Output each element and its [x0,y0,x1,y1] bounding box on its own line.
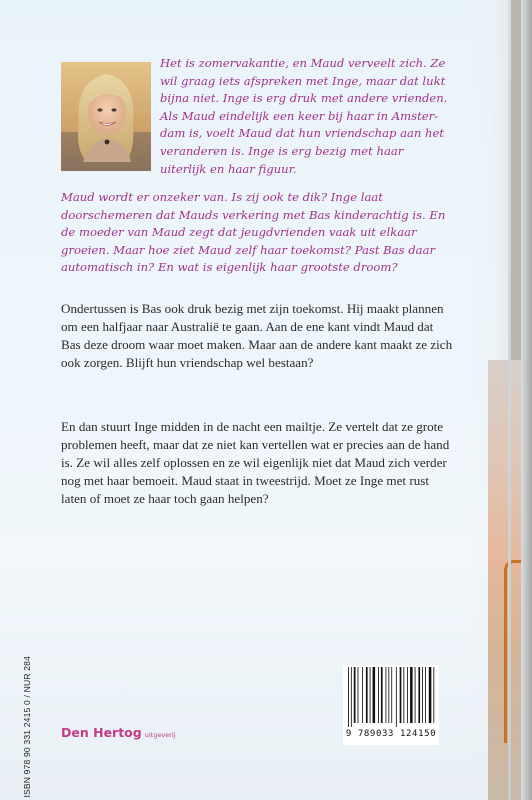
barcode-bar [403,667,404,723]
barcode-bar [358,667,359,723]
barcode-bar [348,667,349,727]
barcode-bar [415,667,416,723]
barcode-bar [351,667,352,727]
cover-edge [508,0,511,800]
barcode-bar [410,667,413,723]
barcode-bar [378,667,379,723]
girl-portrait-photo [61,62,151,171]
chair-rail-detail [504,560,521,743]
barcode-bar [386,667,387,723]
publisher-logo [61,722,175,741]
barcode-bar [429,667,432,723]
barcode-bar [388,667,389,723]
body-paragraph-1: Ondertussen is Bas ook druk bezig met zijn toekomst. Hij maakt plannen om een halfjaar naar Australië te gaan. Aan de ene kant vindt Maud dat Bas deze droom waar moet maken. Maar aan de andere kant maakt ze zich ook zorgen. Blijft hun vriendschap wel bestaan? [61,301,453,370]
barcode-bar [354,667,356,723]
barcode-bar [381,667,383,723]
barcode-bar [362,667,363,723]
intro-italic-text-continued: Maud wordt er onzeker van. Is zij ook te dik? Inge laat doorschemeren dat Mauds verkering met Bas kinderachtig is. En de moeder van Maud zegt dat jeugdvrienden vaak uit elkaar groeien. Maar hoe ziet Maud zelf haar toekomst? Past Bas daar automatisch in? En wat is eigenlijk haar grootste droom? [61,190,446,275]
barcode-bar [396,667,397,727]
barcode-bar [400,667,402,723]
publisher-subtitle: uitgeverij [144,731,176,739]
intro-italic-text: Het is zomervakantie, en Maud verveelt zich. Ze wil graag iets afspreken met Inge, maar dat lukt bijna niet. Inge is erg druk met andere vrienden. Als Maud eindelijk een keer bij haar in Amsterdam is, voelt Maud dat hun vriendschap aan het veranderen is. Inge is erg bezig met haar uiterlijk en haar figuur. [160,56,448,176]
barcode-bar [373,667,376,723]
publisher-name: Den Hertog [61,725,142,740]
barcode-bar [366,667,368,723]
barcode-bar [418,667,420,723]
barcode-digits: 9 789033 124150 [345,729,437,739]
barcode-bar [370,667,371,723]
barcode-bars [346,667,436,729]
barcode-bar [425,667,426,723]
barcode-bar [407,667,408,723]
barcode-bar [433,667,434,723]
isbn-text: ISBN 978 90 331 2415 0 / NUR 284 [22,656,32,798]
barcode [343,665,439,745]
body-paragraph-2: En dan stuurt Inge midden in de nacht een mailtje. Ze vertelt dat ze grote problemen heeft, maar dat ze niet kan vertellen wat er precies aan de hand is. Ze wil alles zelf oplossen en ze wil eigenlijk niet dat Maud zich verder nog met haar bemoeit. Maud staat in tweestrijd. Moet ze Inge met rust laten of moet ze haar toch gaan helpen? [61,419,450,506]
barcode-bar [422,667,423,723]
barcode-bar [391,667,392,723]
page-edge [521,0,532,800]
